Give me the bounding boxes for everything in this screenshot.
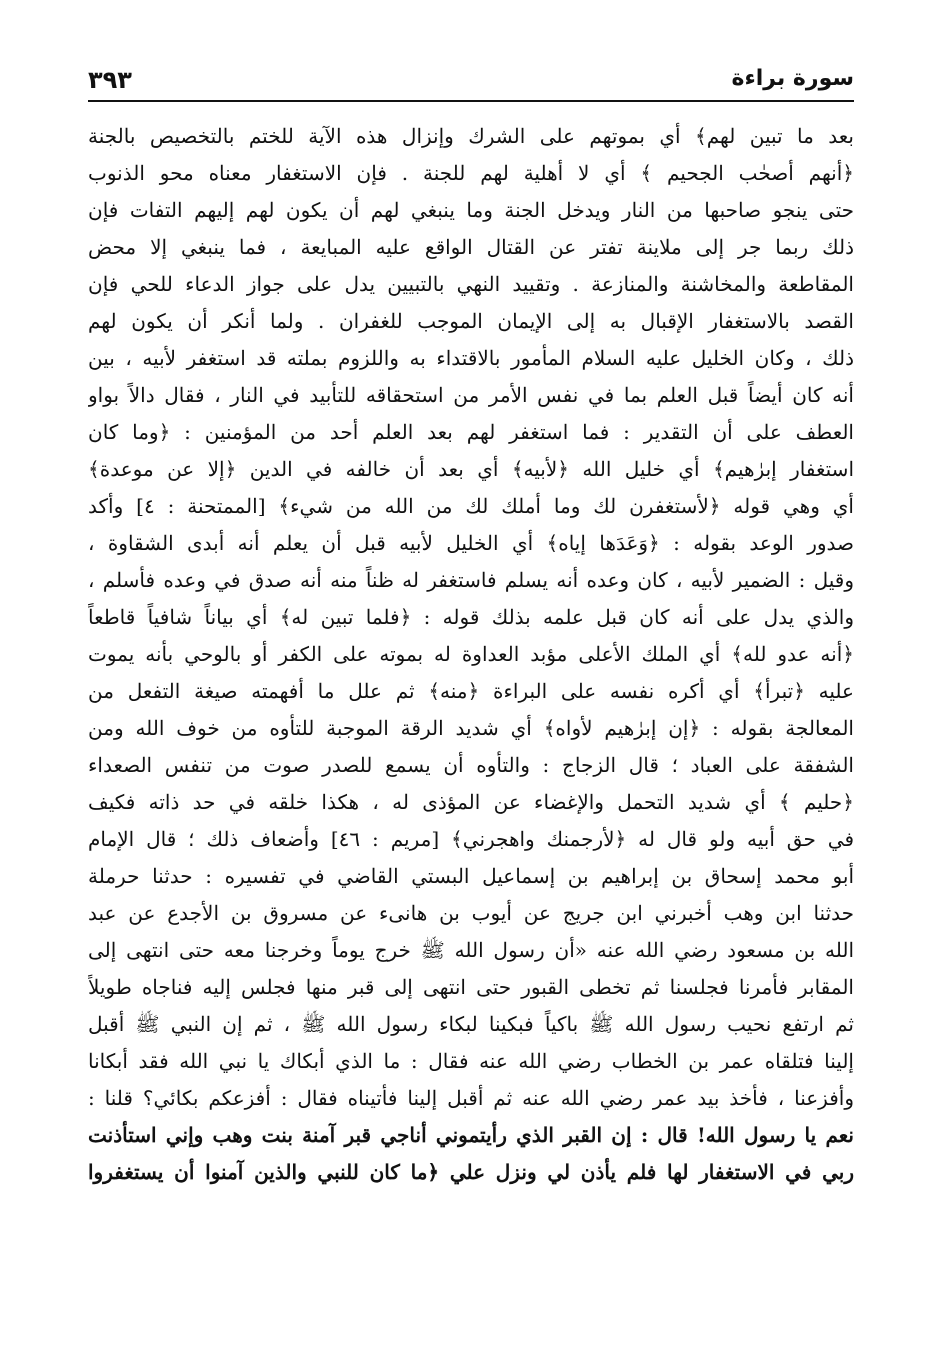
- page-header: [88, 60, 854, 102]
- text-line: الشفقة على العباد ؛ قال الزجاج : والتأوه أن يسمع للصدر صوت من تنفس الصعداء: [88, 753, 854, 777]
- text-line: وأفزعنا ، فأخذ بيد عمر رضي الله عنه ثم أقبل إلينا فأتيناه فقال : أفزعكم بكائي؟ قلنا :: [88, 1086, 854, 1110]
- text-line: في حق أبيه ولو قال له ﴿لأرجمنك واهجرني﴾ [مريم : ٤٦] وأضعاف ذلك ؛ قال الإمام: [88, 827, 854, 851]
- text-line: ﴿أنه عدو لله﴾ أي الملك الأعلى مؤبد العداوة له بموته على الكفر أو بالوحي بأنه يموت: [88, 642, 854, 666]
- text-line: ثم ارتفع نحيب رسول الله ﷺ باكياً فبكينا لبكاء رسول الله ﷺ ، ثم إن النبي ﷺ أقبل: [88, 1012, 854, 1036]
- text-line: ذلك ربما جر إلى ملاينة تفتر عن القتال الواقع عليه المبايعة ، فما ينبغي إلا محض: [88, 235, 854, 259]
- text-line: العطف على أن التقدير : فما استغفر لهم بعد العلم أحد من المؤمنين : ﴿وما كان: [88, 420, 854, 444]
- text-line: عليه ﴿تبرأ﴾ أي أكره نفسه على البراءة ﴿منه﴾ ثم علل ما أفهمته صيغة التفعل من: [88, 679, 854, 703]
- text-line: صدور الوعد بقوله : ﴿وَعَدَها إياه﴾ أي الخليل لأبيه قبل أن يعلم أنه أبدى الشقاوة ،: [88, 531, 854, 555]
- text-line: بعد ما تبين لهم﴾ أي بموتهم على الشرك وإنزال هذه الآية للختم بالتخصيص بالجنة: [88, 124, 854, 148]
- text-line: أنه كان أيضاً قبل العلم بما في نفس الأمر من استحقاقه للتأبيد في النار ، فقال دالاً بواو: [88, 383, 854, 407]
- surah-title: سورة براءة: [731, 66, 854, 91]
- text-line: والذي يدل على أنه كان قبل علمه بذلك قوله : ﴿فلما تبين له﴾ أي بياناً شافياً قاطعاً: [88, 605, 854, 629]
- text-line: المعالجة بقوله : ﴿إن إبرٰهيم لأواه﴾ أي شديد الرقة الموجبة للتأوه من خوف الله ومن: [88, 716, 854, 740]
- text-line: أي وهي قوله ﴿لأستغفرن لك وما أملك لك من الله من شيء﴾ [الممتحنة : ٤] وأكد: [88, 494, 854, 518]
- text-line: حدثنا ابن وهب أخبرني ابن جريج عن أيوب بن هانىء عن مسروق بن الأجدع عن عبد: [88, 901, 854, 925]
- body-text: [88, 118, 854, 1191]
- text-line: الله بن مسعود رضي الله عنه «أن رسول الله ﷺ خرج يوماً وخرجنا معه حتى انتهى إلى: [88, 938, 854, 962]
- text-line: المقابر فأمرنا فجلسنا ثم تخطى القبور حتى انتهى إلى قبر منها فجلس إليه فناجاه طويلاً: [88, 975, 854, 999]
- text-line: ذلك ، وكان الخليل عليه السلام المأمور بالاقتداء به واللزوم بملته قد استغفر لأبيه ، بين: [88, 346, 854, 370]
- text-line: ﴿حليم ﴾ أي شديد التحمل والإغضاء عن المؤذى له ، هكذا خلقه في حد ذاته فكيف: [88, 790, 854, 814]
- text-line: ﴿أنهم أصحٰب الجحيم ﴾ أي لا أهلية لهم للجنة . فإن الاستغفار معناه محو الذنوب: [88, 161, 854, 185]
- text-line: المقاطعة والمخاشنة والمنازعة . وتقييد النهي بالتبيين يدل على جواز الدعاء للحي فإن: [88, 272, 854, 296]
- text-line: حتى ينجو صاحبها من النار ويدخل الجنة وما ينبغي لهم أن يكون لهم إليهم التفات فإن: [88, 198, 854, 222]
- text-line: القصد بالاستغفار الإقبال به إلى الإيمان الموجب للغفران . ولما أنكر أن يكون لهم: [88, 309, 854, 333]
- text-line: نعم يا رسول الله! قال : إن القبر الذي رأيتموني أناجي قبر آمنة بنت وهب وإني استأذنت: [88, 1123, 854, 1147]
- page-number: ٣٩٣: [88, 66, 132, 94]
- text-line: استغفار إبرٰهيم﴾ أي خليل الله ﴿لأبيه﴾ أي بعد أن خالفه في الدين ﴿إلا عن موعدة﴾: [88, 457, 854, 481]
- text-line: وقيل : الضمير لأبيه ، كان وعده أنه يسلم فاستغفر له ظناً منه أنه صدق في وعده فأسلم ،: [88, 568, 854, 592]
- text-line: إلينا فتلقاه عمر بن الخطاب رضي الله عنه فقال : ما الذي أبكاك يا نبي الله فقد أبكانا: [88, 1049, 854, 1073]
- text-line: أبو محمد إسحاق بن إبراهيم بن إسماعيل البستي القاضي في تفسيره : حدثنا حرملة: [88, 864, 854, 888]
- text-line: ربي في الاستغفار لها فلم يأذن لي ونزل علي ﴿ما كان للنبي والذين آمنوا أن يستغفروا: [88, 1160, 854, 1184]
